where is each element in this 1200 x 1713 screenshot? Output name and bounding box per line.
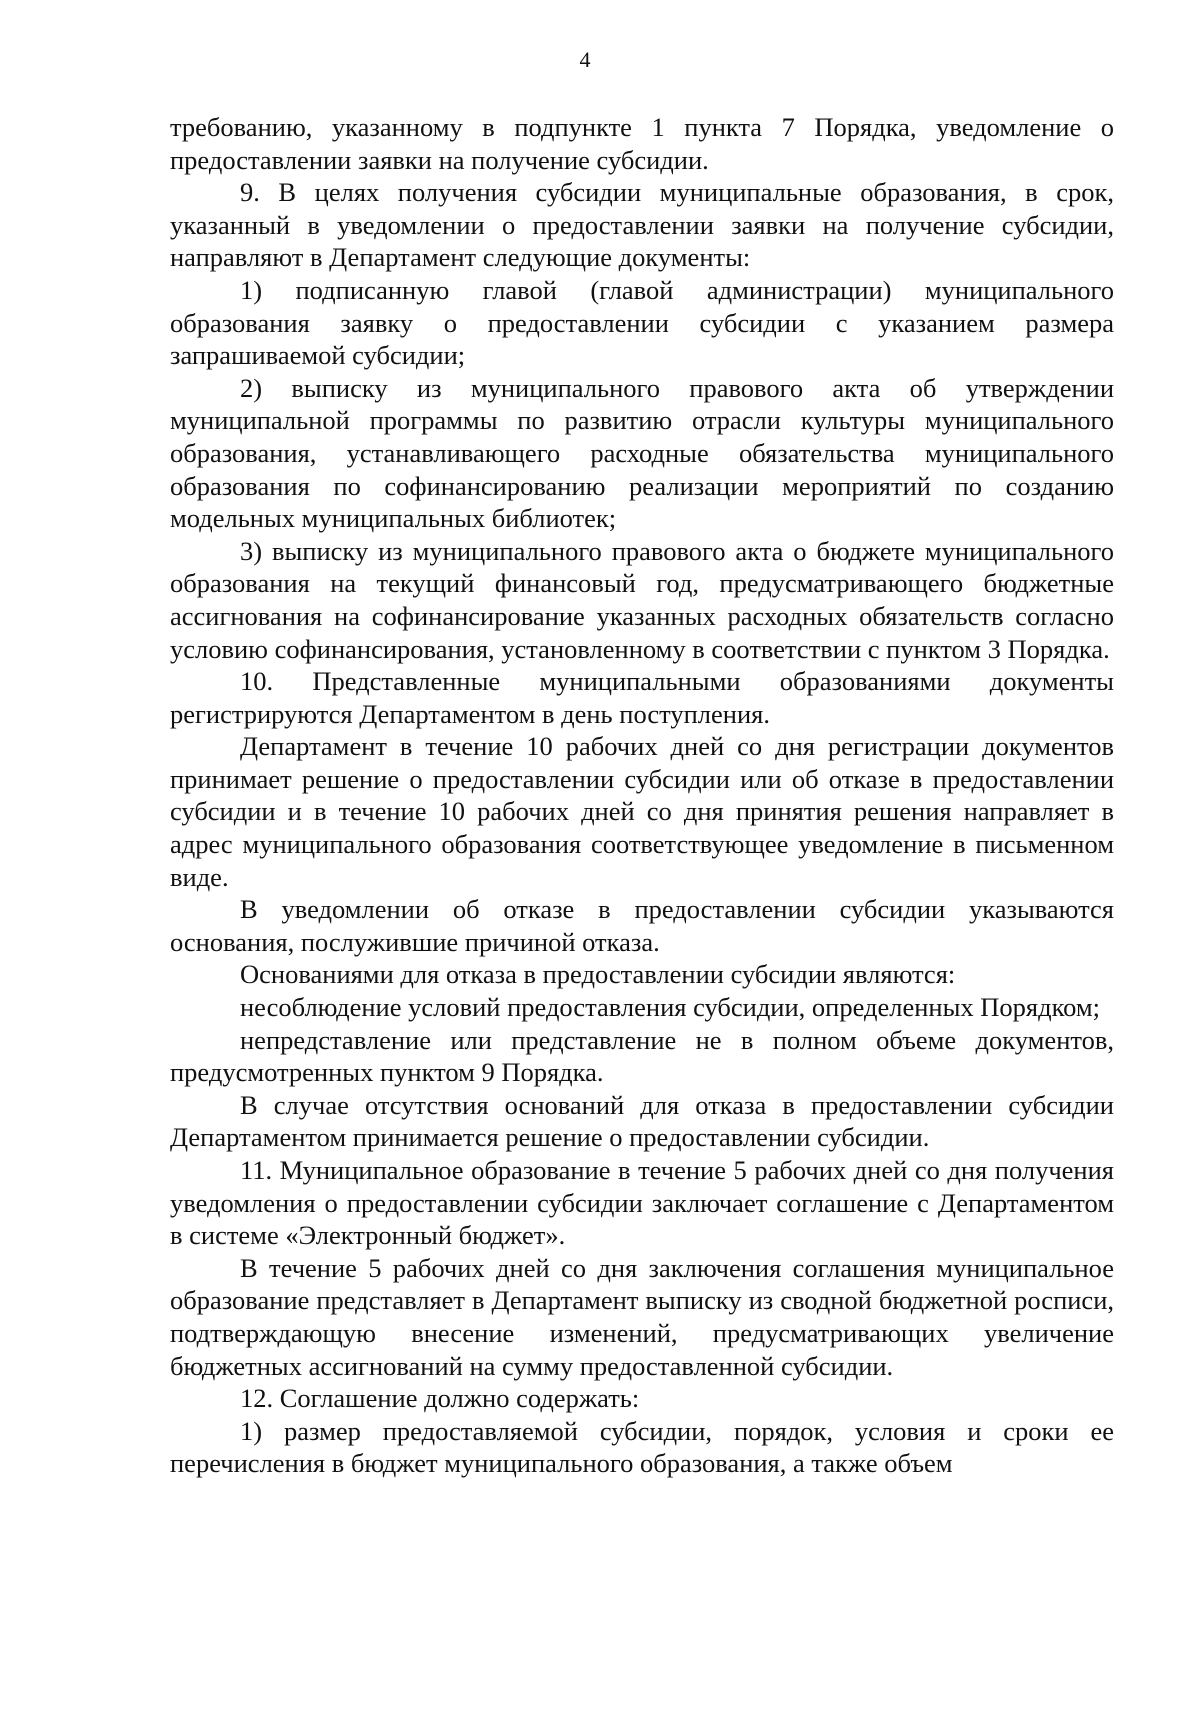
paragraph: 3) выписку из муниципального правового акта о бюджете муниципального образования на текущий финансовый год, предусматривающего бюджетные ассигнования на софинансирование указанных расходных обязательств согласно условию софинансирования, установленному в соответствии с пунктом 3 Порядка. bbox=[170, 535, 1114, 664]
paragraph: 9. В целях получения субсидии муниципальные образования, в срок, указанный в уведомлении о предоставлении заявки на получение субсидии, направляют в Департамент следующие документы: bbox=[170, 177, 1114, 273]
paragraph: В уведомлении об отказе в предоставлении субсидии указываются основания, послужившие причиной отказа. bbox=[170, 894, 1114, 957]
paragraph: В течение 5 рабочих дней со дня заключения соглашения муниципальное образование представляет в Департамент выписку из сводной бюджетной росписи, подтверждающую внесение изменений, предусматривающих увеличение бюджетных ассигнований на сумму предоставленной субсидии. bbox=[170, 1252, 1114, 1381]
paragraph: В случае отсутствия оснований для отказа в предоставлении субсидии Департаментом принимается решение о предоставлении субсидии. bbox=[170, 1089, 1114, 1153]
paragraph: несоблюдение условий предоставления субсидии, определенных Порядком; bbox=[240, 992, 1101, 1023]
paragraph: 10. Представленные муниципальными образованиями документы регистрируются Департаментом в день поступления. bbox=[170, 666, 1114, 729]
page-number: 4 bbox=[579, 47, 591, 72]
paragraph: 1) подписанную главой (главой администрации) муниципального образования заявку о предоставлении субсидии с указанием размера запрашиваемой субсидии; bbox=[170, 274, 1114, 371]
document-body bbox=[170, 111, 1114, 1480]
paragraph: Департамент в течение 10 рабочих дней со дня регистрации документов принимает решение о предоставлении субсидии или об отказе в предоставлении субсидии и в течение 10 рабочих дней со дня принятия решения направляет в адрес муниципального образования соответствующее уведомление в письменном виде. bbox=[170, 731, 1114, 892]
paragraph: 11. Муниципальное образование в течение 5 рабочих дней со дня получения уведомления о предоставлении субсидии заключает соглашение с Департаментом в системе «Электронный бюджет». bbox=[170, 1155, 1114, 1251]
paragraph: требованию, указанному в подпункте 1 пункта 7 Порядка, уведомление о предоставлении заявки на получение субсидии. bbox=[170, 112, 1114, 175]
paragraph: непредставление или представление не в полном объеме документов, предусмотренных пунктом 9 Порядка. bbox=[170, 1024, 1114, 1088]
paragraph: 2) выписку из муниципального правового акта об утверждении муниципальной программы по развитию отрасли культуры муниципального образования, устанавливающего расходные обязательства муниципального образования по софинансированию реализации мероприятий по созданию модельных муниципальных библиотек; bbox=[170, 372, 1114, 534]
paragraph: Основаниями для отказа в предоставлении субсидии являются: bbox=[240, 959, 956, 990]
paragraph: 12. Соглашение должно содержать: bbox=[240, 1383, 640, 1414]
paragraph: 1) размер предоставляемой субсидии, порядок, условия и сроки ее перечисления в бюджет муниципального образования, а также объем bbox=[170, 1415, 1114, 1479]
